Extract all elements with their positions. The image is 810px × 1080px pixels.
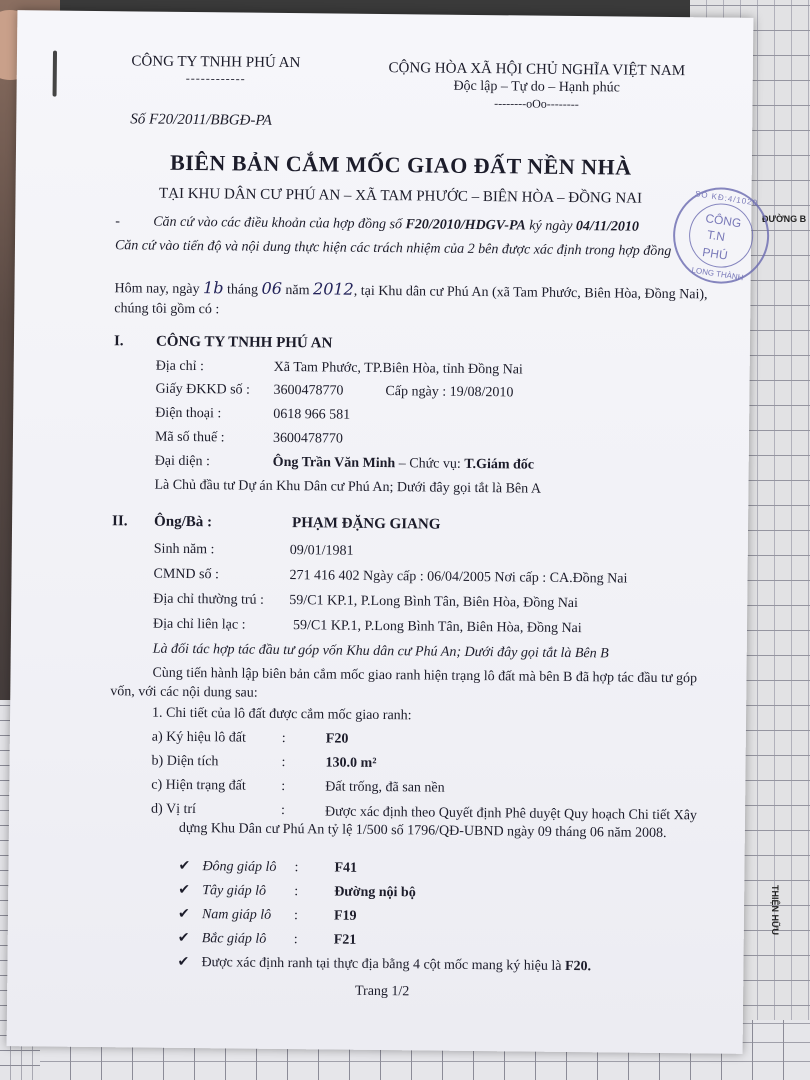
company-seal: SỐ KĐ:4/1020 CÔNG T.N PHÚ LONG THÀNH [666,181,775,290]
party-b-permanent-address-row: Địa chỉ thường trú : 59/C1 KP.1, P.Long Bình Tân, Biên Hòa, Đồng Nai [153,591,579,612]
party-b-dob-row: Sinh năm : 09/01/1981 [153,541,354,559]
party-a-address-row: Địa chỉ : Xã Tam Phước, TP.Biên Hòa, tỉnh Đồng Nai [155,358,523,378]
company-name: CÔNG TY TNHH PHÚ AN [131,53,301,72]
check-icon: ✔ [177,906,190,923]
basis-item-2: Căn cứ vào tiến độ và nội dung thực hiện các trách nhiệm của 2 bên được xác định trong hợp đồng [114,238,672,260]
basis-item-1: - Căn cứ vào các điều khoản của hợp đồng số F20/2010/HDGV-PA ký ngày 04/11/2010 [115,214,640,235]
national-motto: Độc lập – Tự do – Hạnh phúc [453,78,620,96]
lot-position: Được xác định theo Quyết định Phê duyệt Quy hoạch Chi tiết Xây dựng Khu Dân cư Phú An tỷ lệ 1/500 số 1796/QĐ-UBND ngày 09 tháng 06 năm 2008. [178,804,698,842]
lot-position-label-row: d) Vị trí : [151,801,286,819]
lot-code: F20 [325,731,349,747]
east-border-row: ✔ Đông giáp lô : F41 [178,858,358,876]
handwritten-month: 06 [261,278,283,298]
map-label-road: ĐƯỜNG B [762,214,807,224]
north-border-row: ✔ Bắc giáp lô : F21 [177,930,357,948]
handwritten-day: 1b [202,278,224,298]
check-icon: ✔ [178,858,191,875]
section-1-heading: 1. Chi tiết của lô đất được cắm mốc giao ranh: [152,705,412,724]
contract-number: F20/2010/HDGV-PA [405,217,526,234]
party-a-phone-row: Điện thoại : 0618 966 581 [155,405,351,423]
party-a-index: I. [113,333,124,350]
south-border-row: ✔ Nam giáp lô : F19 [177,906,357,924]
handwritten-year: 2012 [312,279,354,299]
check-icon: ✔ [177,930,190,947]
motto-separator: --------oOo-------- [494,96,579,112]
document-subtitle: TẠI KHU DÂN CƯ PHÚ AN – XÃ TAM PHƯỚC – BIÊN HÒA – ĐỒNG NAI [158,185,643,207]
document-page [7,10,759,1054]
map-label-street: THIỆN HỮU [769,885,780,935]
party-b-note: Là đối tác hợp tác đầu tư góp vốn Khu dân cư Phú An; Dưới đây gọi tắt là Bên B [152,641,609,662]
lot-code-row: a) Ký hiệu lô đất : F20 [151,729,349,747]
company-header [131,53,301,87]
check-icon: ✔ [178,882,191,899]
party-a-tax-row: Mã số thuế : 3600478770 [154,429,344,447]
check-icon: ✔ [177,954,190,971]
document-number: Số F20/2011/BBGĐ-PA [130,111,272,129]
contract-date: 04/11/2010 [575,219,640,235]
lot-area-row: b) Diện tích : 130.0 m² [151,753,377,771]
party-a-license-row: Giấy ĐKKD số : 3600478770 Cấp ngày : 19/08/2010 [155,381,514,401]
party-a-representative-row: Đại diện : Ông Trần Văn Minh – Chức vụ: T.Giám đốc [154,453,535,473]
lot-status: Đất trống, đã san nền [325,779,445,796]
national-header [376,60,697,114]
company-separator: ------------ [185,70,246,86]
party-b-label: Ông/Bà : [154,513,213,531]
staple-mark [53,51,57,97]
markers-row: ✔ Được xác định ranh tại thực địa bằng 4 cột mốc mang ký hiệu là F20. [177,954,592,975]
party-b-index: II. [112,513,128,530]
intro-paragraph: Hôm nay, ngày 1b tháng 06 năm 2012, tại Khu dân cư Phú An (xã Tam Phước, Biên Hòa, Đồng Nai), chúng tôi gồm có : [114,278,708,318]
document-title: BIÊN BẢN CẮM MỐC GIAO ĐẤT NỀN NHÀ [169,149,632,180]
party-a-name: CÔNG TY TNHH PHÚ AN [155,333,333,352]
party-b-name: PHẠM ĐẶNG GIANG [292,515,441,533]
west-border-row: ✔ Tây giáp lô : Đường nội bộ [178,882,416,901]
lot-area: 130.0 m² [325,755,377,771]
party-a-note: Là Chủ đầu tư Dự án Khu Dân cư Phú An; Dưới đây gọi tắt là Bên A [154,477,542,497]
party-b-contact-address-row: Địa chỉ liên lạc : 59/C1 KP.1, P.Long Bình Tân, Biên Hòa, Đồng Nai [152,616,582,637]
party-b-id-row: CMND số : 271 416 402 Ngày cấp : 06/04/2005 Nơi cấp : CA.Đồng Nai [153,566,628,587]
nation-name: CỘNG HÒA XÃ HỘI CHỦ NGHĨA VIỆT NAM [388,60,686,80]
page-number: Trang 1/2 [354,983,410,1000]
body-paragraph: Cùng tiến hành lập biên bản cắm mốc giao ranh hiện trạng lô đất mà bên B đã hợp tác đầu tư góp vốn, với các nội dung sau: [110,665,698,701]
lot-status-row: c) Hiện trạng đất : Đất trống, đã san nền [151,777,445,796]
